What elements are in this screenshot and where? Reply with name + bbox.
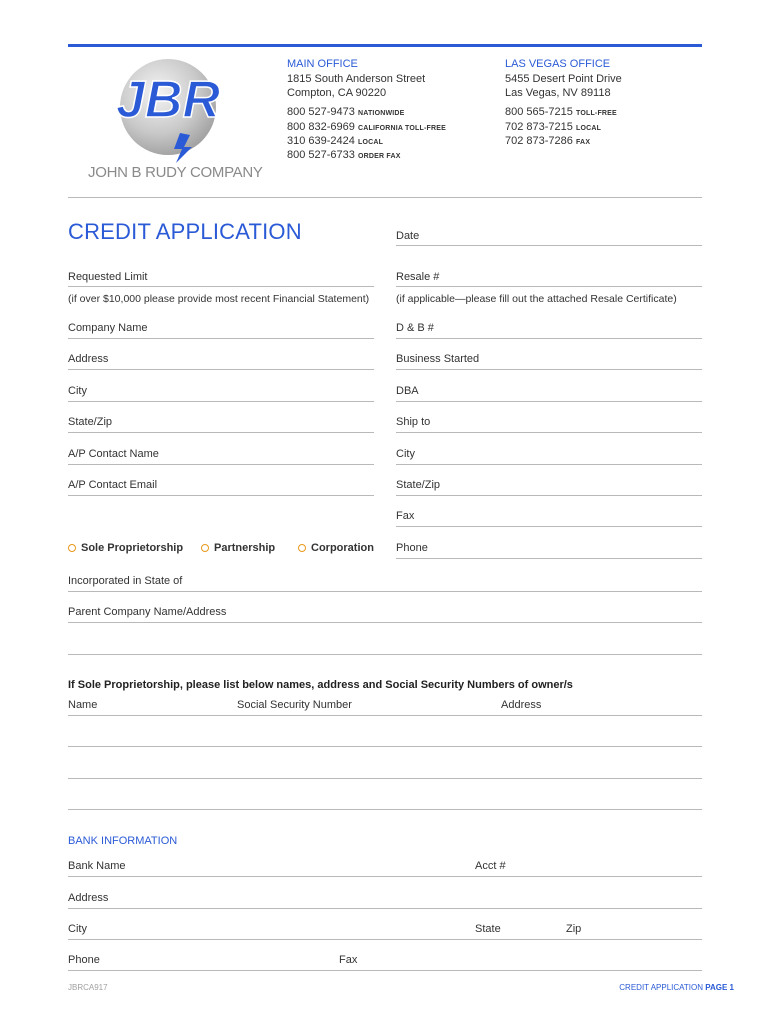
footer-title: CREDIT APPLICATION [619, 983, 704, 992]
ship-state-zip-field[interactable] [396, 495, 702, 496]
resale-note: (if applicable—please fill out the attached Resale Certificate) [396, 293, 677, 305]
requested-limit-field[interactable] [68, 286, 374, 287]
incorporated-state-field[interactable] [68, 591, 702, 592]
city-field[interactable] [68, 401, 374, 402]
ship-to-field[interactable] [396, 432, 702, 433]
radio-icon[interactable] [68, 544, 76, 552]
requested-limit-label: Requested Limit [68, 271, 148, 283]
parent-company-field[interactable] [68, 622, 702, 623]
page-title: CREDIT APPLICATION [68, 219, 302, 244]
page-footer [619, 983, 734, 992]
bank-city-label: City [68, 923, 87, 935]
form-code: JBRCA917 [68, 983, 108, 992]
main-phone-1 [287, 106, 405, 118]
date-label: Date [396, 230, 420, 242]
bank-phone-field[interactable] [68, 970, 702, 971]
option-corporation[interactable] [298, 542, 374, 554]
bank-name-label: Bank Name [68, 860, 126, 872]
phone-label: TOLL-FREE [575, 110, 617, 117]
vegas-office-heading: LAS VEGAS OFFICE [505, 58, 611, 70]
ap-contact-name-field[interactable] [68, 464, 374, 465]
phone-number: 800 565-7215 [505, 106, 573, 118]
owners-col-address: Address [501, 699, 542, 711]
owners-heading: If Sole Proprietorship, please list below names, address and Social Security Numbers of owner/s [68, 679, 573, 691]
phone-label: LOCAL [575, 125, 602, 132]
bank-zip-label: Zip [566, 923, 582, 935]
phone-label: NATIONWIDE [357, 110, 405, 117]
dba-label: DBA [396, 385, 419, 397]
requested-limit-note: (if over $10,000 please provide most recent Financial Statement) [68, 293, 370, 305]
dnb-field[interactable] [396, 338, 702, 339]
main-office-city: Compton, CA 90220 [287, 87, 387, 99]
address-label: Address [68, 353, 109, 365]
vegas-phone-3 [505, 135, 590, 147]
option-sole-proprietorship[interactable] [68, 542, 183, 554]
phone-number: 310 639-2424 [287, 135, 355, 147]
phone-number: 702 873-7286 [505, 135, 573, 147]
main-phone-2 [287, 121, 446, 133]
fax-label: Fax [396, 510, 415, 522]
ap-contact-email-label: A/P Contact Email [68, 479, 158, 491]
main-phone-3 [287, 135, 383, 147]
vegas-phone-1 [505, 106, 617, 118]
bank-phone-label: Phone [68, 954, 100, 966]
company-name-label: Company Name [68, 322, 148, 334]
parent-company-field-2[interactable] [68, 654, 702, 655]
company-name-field[interactable] [68, 338, 374, 339]
bank-heading: BANK INFORMATION [68, 835, 178, 847]
owner-row-3[interactable] [68, 778, 702, 779]
footer-page-number: PAGE 1 [705, 983, 734, 992]
fax-field[interactable] [396, 526, 702, 527]
owners-col-ssn: Social Security Number [237, 699, 352, 711]
bank-state-label: State [475, 923, 501, 935]
state-zip-field[interactable] [68, 432, 374, 433]
city-label: City [68, 385, 87, 397]
header-divider [68, 197, 702, 198]
bank-address-label: Address [68, 892, 109, 904]
radio-icon[interactable] [298, 544, 306, 552]
date-field[interactable] [396, 245, 702, 246]
state-zip-label: State/Zip [68, 416, 113, 428]
phone-number: 800 832-6969 [287, 121, 355, 133]
option-partnership[interactable] [201, 542, 275, 554]
bank-name-field[interactable] [68, 876, 702, 877]
phone-field[interactable] [396, 558, 702, 559]
phone-number: 800 527-9473 [287, 106, 355, 118]
business-started-field[interactable] [396, 369, 702, 370]
owner-row-2[interactable] [68, 746, 702, 747]
incorporated-state-label: Incorporated in State of [68, 575, 183, 587]
vegas-phone-2 [505, 121, 601, 133]
owners-col-name: Name [68, 699, 98, 711]
phone-label: ORDER FAX [357, 153, 401, 160]
company-name: JOHN B RUDY COMPANY [88, 164, 263, 181]
ship-city-field[interactable] [396, 464, 702, 465]
business-started-label: Business Started [396, 353, 480, 365]
ship-to-label: Ship to [396, 416, 431, 428]
phone-number: 800 527-6733 [287, 149, 355, 161]
owner-row-1[interactable] [68, 715, 702, 716]
address-field[interactable] [68, 369, 374, 370]
logo-monogram: JBR [116, 71, 221, 129]
parent-company-label: Parent Company Name/Address [68, 606, 227, 618]
resale-label: Resale # [396, 271, 440, 283]
main-office-street: 1815 South Anderson Street [287, 73, 426, 85]
main-office-heading: MAIN OFFICE [287, 58, 358, 70]
phone-label: CALIFORNIA TOLL-FREE [357, 125, 446, 132]
resale-field[interactable] [396, 286, 702, 287]
radio-icon[interactable] [201, 544, 209, 552]
ship-state-zip-label: State/Zip [396, 479, 441, 491]
option-label: Sole Proprietorship [81, 542, 184, 554]
bank-fax-label: Fax [339, 954, 358, 966]
phone-label: LOCAL [357, 139, 384, 146]
dba-field[interactable] [396, 401, 702, 402]
ap-contact-email-field[interactable] [68, 495, 374, 496]
bank-address-field[interactable] [68, 908, 702, 909]
phone-label: FAX [575, 139, 591, 146]
vegas-office-city: Las Vegas, NV 89118 [505, 87, 611, 99]
phone-number: 702 873-7215 [505, 121, 573, 133]
phone-label: Phone [396, 542, 428, 554]
dnb-label: D & B # [396, 322, 434, 334]
main-phone-4 [287, 149, 401, 161]
header-rule [68, 44, 702, 47]
acct-label: Acct # [475, 860, 506, 872]
ship-city-label: City [396, 448, 415, 460]
option-label: Corporation [311, 542, 374, 554]
option-label: Partnership [214, 542, 276, 554]
owner-row-4[interactable] [68, 809, 702, 810]
ap-contact-name-label: A/P Contact Name [68, 448, 159, 460]
bank-city-field[interactable] [68, 939, 702, 940]
vegas-office-street: 5455 Desert Point Drive [505, 73, 622, 85]
